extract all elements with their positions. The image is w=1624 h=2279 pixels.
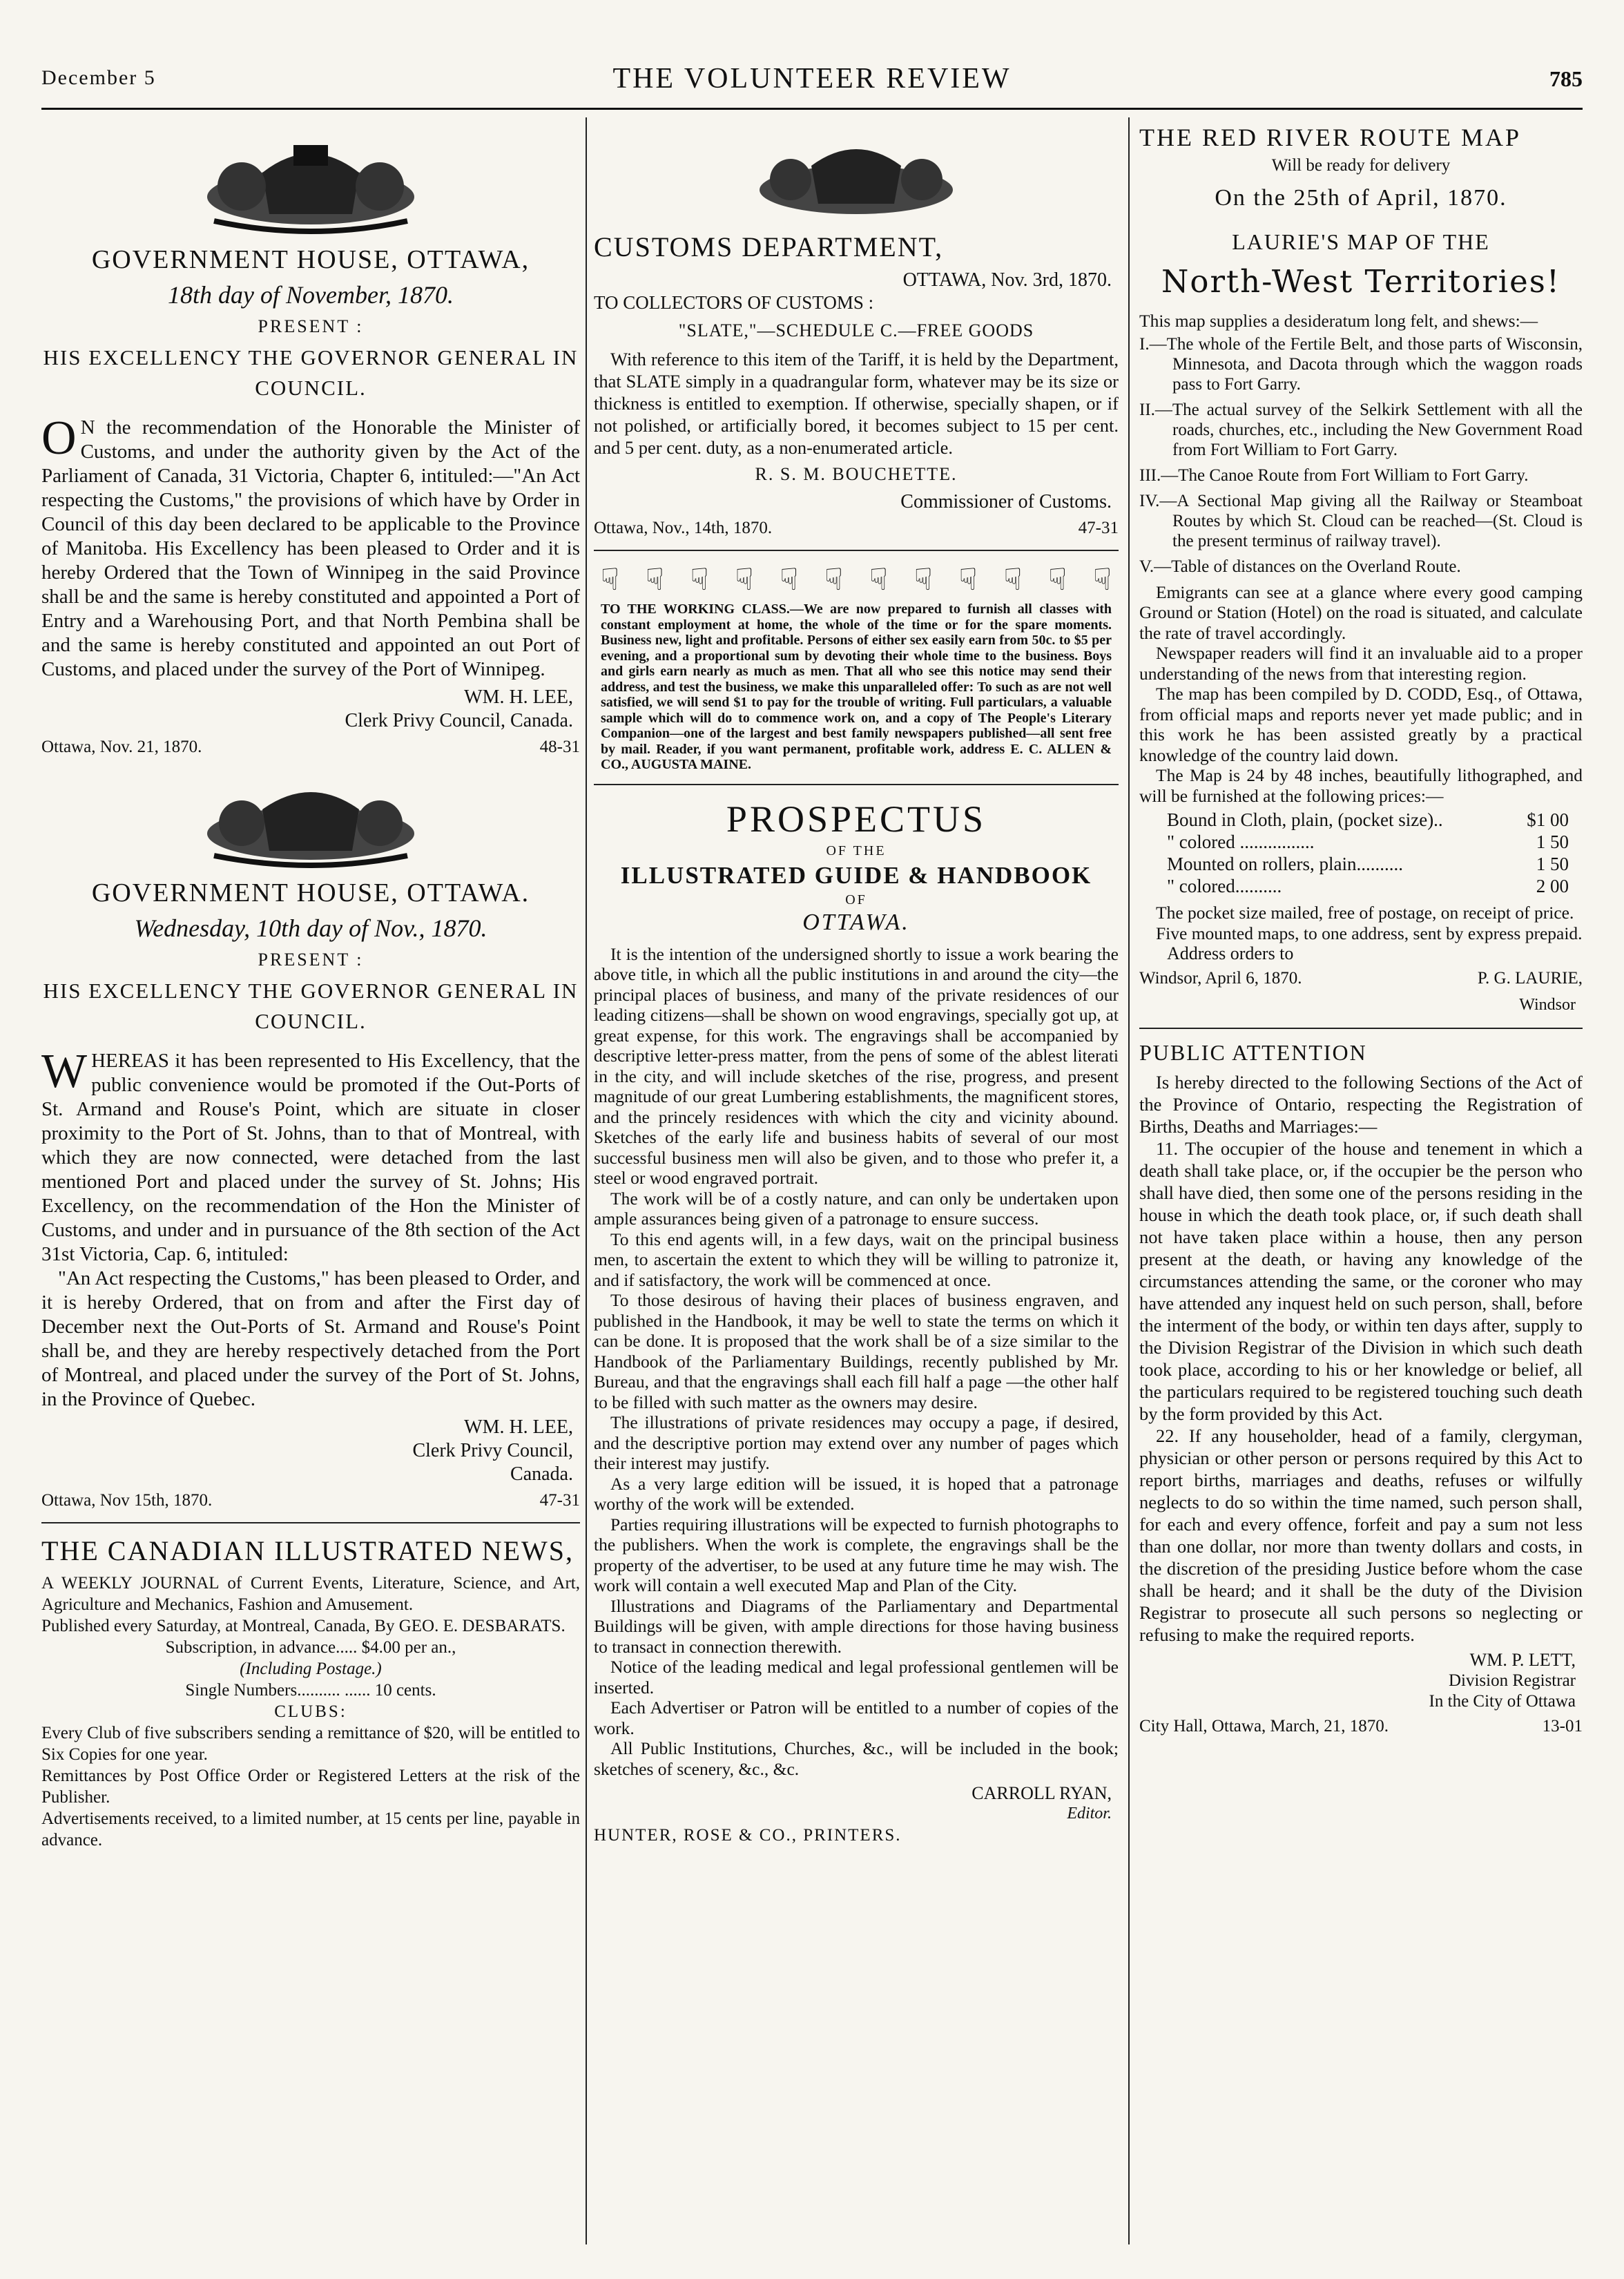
map-p3: The map has been compiled by D. CODD, Esq., of Ottawa, from official maps and reports never yet made public; and in this work he has been assisted greatly by a practical knowledge of the country laid down.: [1139, 684, 1583, 765]
public-sig-name: WM. P. LETT,: [1469, 1650, 1576, 1670]
news-published: Published every Saturday, at Montreal, Canada, By GEO. E. DESBARATS.: [41, 1617, 566, 1635]
public-title: PUBLIC ATTENTION: [1139, 1040, 1367, 1065]
notice2-sig-name: WM. H. LEE,: [464, 1416, 573, 1438]
pointing-hand-icon: ☟: [690, 563, 709, 597]
royal-arms-seal-icon: [180, 131, 442, 235]
price-label: Mounted on rollers, plain..........: [1167, 854, 1403, 874]
price-label: " colored..........: [1167, 876, 1282, 896]
prospectus-p4: To those desirous of having their places of business engraven, and published in the Handbook, it may be well to state the terms on which it can be done. It is proposed that the work shall be of a size similar to the Handbook of the Parliamentary Buildings, recently published by Mr. Bureau, and that the engravings shall each fill half a page —the other half to be filled with such matter as the owners may desire.: [594, 1290, 1119, 1412]
news-subscription: Subscription, in advance..... $4.00 per an.,: [165, 1638, 456, 1657]
price-row: [1167, 853, 1583, 875]
prospectus-sig-title: Editor.: [1067, 1805, 1112, 1823]
printers-line: HUNTER, ROSE & CO., PRINTERS.: [594, 1826, 902, 1845]
map-p1: Emigrants can see at a glance where every good camping Ground or Station (Hotel) on the road is situated, and calculate the rate of travel accordingly.: [1139, 581, 1583, 643]
list-item: I.—The whole of the Fertile Belt, and those parts of Wisconsin, Minnesota, and Dacota through which the waggon roads pass to Fort Garry.: [1139, 334, 1583, 394]
royal-arms-seal-icon: [732, 131, 980, 221]
prospectus-p3: To this end agents will, in a few days, wait on the principal business men, to ascertain the extent to which they will be willing to patronize it, and if satisfactory, the work will be commenced at once.: [594, 1229, 1119, 1290]
public-footline: [1139, 1716, 1583, 1737]
list-item: III.—The Canoe Route from Fort William to Fort Garry.: [1139, 465, 1529, 485]
pointing-hand-icon: ☟: [914, 563, 933, 597]
map-title: THE RED RIVER ROUTE MAP: [1139, 124, 1521, 151]
notice2-present: PRESENT :: [258, 950, 364, 970]
customs-place: OTTAWA, Nov. 3rd, 1870.: [902, 269, 1112, 291]
price-value: 1 50: [1536, 854, 1569, 874]
map-orders: Address orders to: [1167, 943, 1294, 963]
price-label: Bound in Cloth, plain, (pocket size)..: [1167, 809, 1443, 830]
prospectus-p2: The work will be of a costly nature, and can only be undertaken upon ample assurances being given of a patronage to ensure success.: [594, 1188, 1119, 1229]
prospectus-p8: Illustrations and Diagrams of the Parliamentary and Departmental Buildings will be given, with ample directions for those having business to transact in connection therewith.: [594, 1595, 1119, 1657]
public-sig-title: Division Registrar: [1448, 1671, 1576, 1690]
customs-subject: "SLATE,"—SCHEDULE C.—FREE GOODS: [678, 320, 1034, 340]
price-value: 2 00: [1536, 876, 1569, 896]
customs-place-date: Ottawa, Nov., 14th, 1870.: [594, 519, 773, 537]
page-number: 785: [1549, 66, 1583, 91]
price-label: " colored ................: [1167, 831, 1315, 852]
price-value: $1 00: [1527, 809, 1569, 830]
prospectus-city: OTTAWA.: [802, 909, 910, 935]
notice2-place-date: Ottawa, Nov 15th, 1870.: [41, 1491, 213, 1510]
column-1: [41, 117, 580, 2244]
notice1-place-date: Ottawa, Nov. 21, 1870.: [41, 738, 202, 756]
news-postage: (Including Postage.): [240, 1660, 382, 1678]
pointing-hand-icon: ☟: [601, 563, 619, 597]
map-p6: Five mounted maps, to one address, sent by express prepaid.: [1156, 923, 1583, 943]
map-p4: The Map is 24 by 48 inches, beautifully lithographed, and will be furnished at the following prices:—: [1139, 765, 1583, 806]
page-header: [41, 63, 1583, 108]
prospectus-guide: ILLUSTRATED GUIDE & HANDBOOK: [620, 861, 1092, 889]
public-intro: Is hereby directed to the following Sections of the Act of the Province of Ontario, respecting the Registration of Births, Deaths and Marriages:—: [1139, 1072, 1583, 1137]
map-nwt: North-West Territories!: [1161, 263, 1560, 300]
map-contents-list: [1139, 334, 1583, 577]
news-ads: Advertisements received, to a limited number, at 15 cents per line, payable in advance.: [41, 1809, 580, 1849]
map-place-date: Windsor, April 6, 1870.: [1139, 969, 1302, 988]
prospectus-p9: Notice of the leading medical and legal professional gentlemen will be inserted.: [594, 1657, 1119, 1698]
pointing-hands-row: [601, 562, 1112, 597]
notice2-council: HIS EXCELLENCY THE GOVERNOR GENERAL IN COUNCIL.: [43, 979, 579, 1033]
pointing-hand-icon: ☟: [1093, 563, 1112, 597]
pointing-hand-icon: ☟: [780, 563, 799, 597]
public-s2: 22. If any householder, head of a family, clergyman, physician or other person or persons required by this Act to report births, marriages and deaths, refuses or wilfully neglects to do so within the time named, such person shall, for each and every offence, forfeit and pay a sum not less than one dollar, nor more than twenty dollars and costs, in the discretion of the presiding Justice before whom the case shall be heard; and it shall be the duty of the Division Registrar to prosecute all such persons so neglecting or refusing to make the required reports.: [1139, 1425, 1583, 1645]
prospectus-p1: It is the intention of the undersigned shortly to issue a work bearing the above title, in which all the public institutions in and around the city—the principal places of business, and many of the private residences of our leading citizens—shall be shown on wood engravings, specially got up, at great expense, for this work. The engravings shall be accompanied by descriptive letter-press matter, from the pens of some of the ablest literati in the city, and will include sketches of the rise, progress, and present magnitude of our great Lumbering establishments, the magnificent stores, and the princely residences with which the city and vicinity abound. Sketches of the early life and business habits of several of our most successful business men will also be given, and to those who prefer it, a steel or wood engraved portrait.: [594, 943, 1119, 1188]
separator: [41, 1522, 580, 1523]
pointing-hand-icon: ☟: [869, 563, 888, 597]
map-p5: The pocket size mailed, free of postage, on receipt of price.: [1156, 903, 1574, 923]
notice2-sig-place: Canada.: [510, 1463, 573, 1485]
customs-title: CUSTOMS DEPARTMENT,: [594, 231, 944, 262]
map-ready: Will be ready for delivery: [1271, 156, 1451, 175]
news-desc: A WEEKLY JOURNAL of Current Events, Literature, Science, and Art, Agriculture and Mechanics, Fashion and Amusement.: [41, 1574, 580, 1614]
notice1-title: GOVERNMENT HOUSE, OTTAWA,: [91, 245, 530, 274]
customs-to: TO COLLECTORS OF CUSTOMS :: [594, 292, 874, 313]
masthead-title: THE VOLUNTEER REVIEW: [612, 63, 1012, 95]
prospectus-p11: All Public Institutions, Churches, &c., will be included in the book; sketches of scenery, &c., &c.: [594, 1738, 1119, 1779]
pointing-hand-icon: ☟: [1003, 563, 1023, 597]
prospectus-of-the: OF THE: [826, 843, 887, 858]
pointing-hand-icon: ☟: [958, 563, 978, 597]
header-date: December 5: [41, 66, 156, 89]
map-footline: [1139, 968, 1583, 989]
public-s1: 11. The occupier of the house and tenement in which a death shall take place, or, if the occupier be the person who shall have died, then some one of the persons residing in the house in which the death took place, or, if such death shall not have taken place within a house, then any person present at the death, or having any knowledge of the circumstances attending the same, or the coroner who may have attended any inquest held on such person, shall, before the interment of the body, or within ten days after, supply to the Division Registrar of the Division in which such death took place, according to his or her knowledge or belief, all the particulars required to be registered touching such death by the form provided by this Act.: [1139, 1138, 1583, 1424]
price-row: [1167, 875, 1583, 897]
map-sig-name: P. G. LAURIE,: [1477, 969, 1583, 988]
news-remit: Remittances by Post Office Order or Registered Letters at the risk of the Publisher.: [41, 1767, 580, 1807]
map-intro: This map supplies a desideratum long felt, and shews:—: [1139, 311, 1538, 331]
news-title: THE CANADIAN ILLUSTRATED NEWS,: [41, 1535, 574, 1566]
separator: [1139, 1028, 1583, 1029]
notice2-footline: [41, 1490, 580, 1511]
column-rule-1: [586, 117, 587, 2244]
notice1-sig-title: Clerk Privy Council, Canada.: [345, 710, 573, 731]
customs-sig-title: Commissioner of Customs.: [900, 491, 1112, 512]
separator: [594, 784, 1119, 785]
prospectus-title: PROSPECTUS: [726, 798, 987, 840]
notice1-body: ON the recommendation of the Honorable the Minister of Customs, and under the authority given by the Act of the Parliament of Canada, 31 Victoria, Chapter 6, intituled:—"An Act respecting the Customs," the provisions of which have by Order in Council of this day been declared to be applicable to the Province of Manitoba. His Excellency has been pleased to Order and it is hereby Ordered that the Town of Winnipeg in the said Province shall be and the same is hereby constituted and appointed a Port of Entry and a Warehousing Port, and that North Pembina shall be and the same is hereby constituted and appointed an out Port of Customs, and placed under the survey of the Port of Winnipeg.: [41, 412, 580, 680]
notice2-title: GOVERNMENT HOUSE, OTTAWA.: [91, 878, 530, 907]
map-p2: Newspaper readers will find it an invaluable aid to a proper understanding of the news from that interesting region.: [1139, 643, 1583, 684]
map-date: On the 25th of April, 1870.: [1215, 185, 1507, 211]
prospectus-sig-name: CARROLL RYAN,: [972, 1783, 1112, 1803]
public-ref: 13-01: [1542, 1717, 1583, 1735]
notice2-body2: "An Act respecting the Customs," has been pleased to Order, and it is hereby Ordered, that on from and after the First day of December next the Out-Ports of St. Armand and Rouse's Point shall be, and they are hereby respectively detached from the Port of Montreal, and placed under the survey of the Port of St. Johns, in the Province of Quebec.: [41, 1267, 580, 1410]
prospectus-p6: As a very large edition will be issued, it is hoped that a patronage worthy of the work will be extended.: [594, 1473, 1119, 1514]
public-place-date: City Hall, Ottawa, March, 21, 1870.: [1139, 1717, 1389, 1735]
pointing-hand-icon: ☟: [1048, 563, 1067, 597]
prospectus-p10: Each Advertiser or Patron will be entitled to a number of copies of the work.: [594, 1698, 1119, 1738]
prospectus-p7: Parties requiring illustrations will be expected to furnish photographs to the publishers. When the work is complete, the engravings shall be the property of the advertiser, to be used at any future time he may wish. The work will contain a well executed Map and Plan of the City.: [594, 1514, 1119, 1595]
map-sig-place: Windsor: [1519, 996, 1576, 1014]
customs-sig-name: R. S. M. BOUCHETTE.: [755, 464, 958, 484]
pointing-hand-icon: ☟: [735, 563, 754, 597]
notice1-ref: 48-31: [539, 738, 580, 756]
notice2-ref: 47-31: [539, 1491, 580, 1510]
customs-ref: 47-31: [1078, 519, 1119, 537]
pointing-hand-icon: ☟: [645, 563, 664, 597]
notice1-council: HIS EXCELLENCY THE GOVERNOR GENERAL IN COUNCIL.: [43, 345, 579, 400]
price-row: [1167, 809, 1583, 831]
list-item: V.—Table of distances on the Overland Route.: [1139, 557, 1461, 576]
map-laurie: LAURIE'S MAP OF THE: [1232, 229, 1490, 254]
column-3: [1139, 117, 1583, 2244]
news-clubs: Every Club of five subscribers sending a remittance of $20, will be entitled to Six Copies for one year.: [41, 1724, 580, 1764]
working-class-advert: TO THE WORKING CLASS.—We are now prepared to furnish all classes with constant employment at home, the whole of the time or for the spare moments. Business new, light and profitable. Persons of either sex easily earn from 50c. to $5 per evening, and a proportional sum by devoting their whole time to the business. Boys and girls earn nearly as much as men. That all who see this notice may send their address, and test the business, we make this unparalleled offer: To such as are not well satisfied, we will send $1 to pay for the trouble of writing. Full particulars, a valuable sample which will do to commence work on, and a copy of The People's Literary Companion—one of the largest and best family newspapers published—all sent free by mail. Reader, if you want permanent, profitable work, address E. C. ALLEN & CO., AUGUSTA MAINE.: [601, 602, 1112, 772]
customs-footline: [594, 518, 1119, 539]
price-value: 1 50: [1536, 831, 1569, 852]
notice1-present: PRESENT :: [258, 316, 364, 336]
pointing-hand-icon: ☟: [824, 563, 843, 597]
notice2-body: WHEREAS it has been represented to His Excellency, that the public convenience would be promoted if the Out-Ports of St. Armand and Rouse's Point, which are situate in closer proximity to the Port of St. Johns, than to that of Montreal, with which they are now connected, were detached from the last mentioned Port and placed under the survey of St. Johns; His Excellency, on the recommendation of the Hon the Minister of Customs, and under and in pursuance of the 8th section of the Act 31st Victoria, Cap. 6, intituled:: [41, 1045, 580, 1265]
royal-arms-seal-icon: [180, 771, 442, 868]
header-rule: [41, 108, 1583, 110]
news-single: Single Numbers.......... ...... 10 cents.: [185, 1681, 436, 1700]
prospectus-p5: The illustrations of private residences may occupy a page, if desired, and the descriptive portion may extend over any number of pages which their interest may justify.: [594, 1412, 1119, 1473]
separator: [594, 550, 1119, 551]
notice2-date: Wednesday, 10th day of Nov., 1870.: [134, 914, 487, 942]
column-rule-2: [1128, 117, 1130, 2244]
notice2-sig-title: Clerk Privy Council,: [412, 1440, 573, 1461]
news-clubs-head: CLUBS:: [274, 1702, 347, 1721]
list-item: IV.—A Sectional Map giving all the Railway or Steamboat Routes by which St. Cloud can be reached—(St. Cloud is the present terminus of railway travel).: [1139, 491, 1583, 550]
map-price-list: [1167, 809, 1583, 897]
notice1-sig-name: WM. H. LEE,: [464, 686, 573, 708]
list-item: II.—The actual survey of the Selkirk Settlement with all the roads, churches, etc., including the New Government Road from Fort William to Fort Garry.: [1139, 400, 1583, 459]
notice1-date: 18th day of November, 1870.: [168, 281, 454, 309]
prospectus-of: OF: [845, 892, 867, 907]
price-row: [1167, 831, 1583, 853]
customs-body: With reference to this item of the Tariff, it is held by the Department, that SLATE simply in a quadrangular form, whatever may be its size or thickness is entitled to exemption. If otherwise, specially shapen, or if not polished, or artificially bored, it becomes subject to 15 per cent. and 5 per cent. duty, as a non-enumerated article.: [594, 349, 1119, 458]
notice1-footline: [41, 737, 580, 758]
public-sig-place: In the City of Ottawa: [1429, 1692, 1576, 1711]
column-2: [594, 117, 1119, 2244]
